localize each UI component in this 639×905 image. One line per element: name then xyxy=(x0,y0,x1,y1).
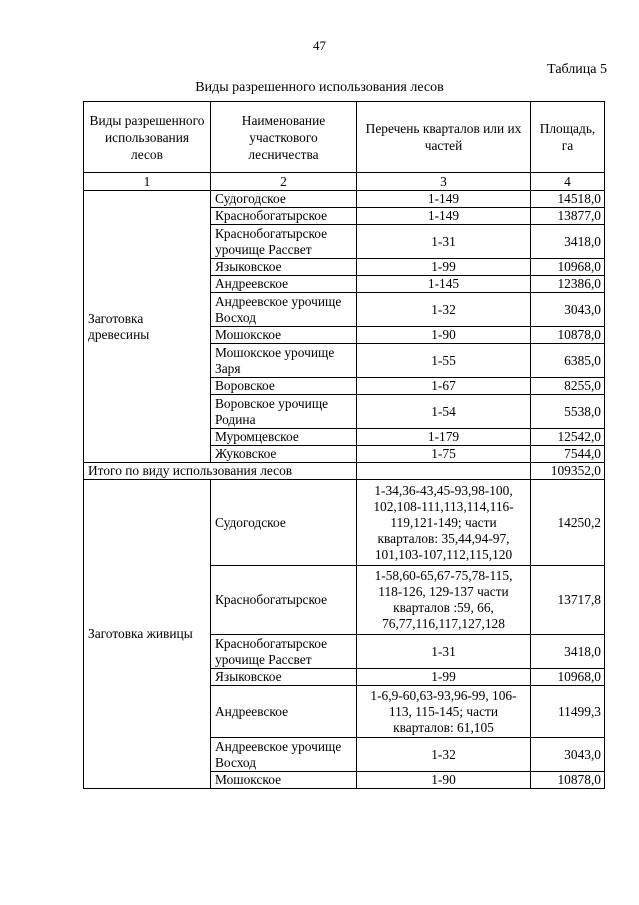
forestry-name: Судогодское xyxy=(211,480,357,566)
area-value: 6385,0 xyxy=(531,344,605,378)
forestry-name: Мошокское xyxy=(211,327,357,344)
column-number: 3 xyxy=(357,173,531,191)
forestry-name: Воровское урочище Родина xyxy=(211,395,357,429)
area-value: 8255,0 xyxy=(531,378,605,395)
forestry-name: Краснобогатырское xyxy=(211,208,357,225)
total-row xyxy=(84,463,605,480)
quarters-list: 1-145 xyxy=(357,276,531,293)
forestry-name: Муромцевское xyxy=(211,429,357,446)
forestry-name: Языковское xyxy=(211,259,357,276)
forestry-name: Воровское xyxy=(211,378,357,395)
area-value: 13717,8 xyxy=(531,566,605,635)
forestry-name: Мошокское урочище Заря xyxy=(211,344,357,378)
header-use-type: Виды разрешенного использования лесов xyxy=(84,102,211,173)
quarters-list: 1-67 xyxy=(357,378,531,395)
quarters-list: 1-58,60-65,67-75,78-115, 118-126, 129-137 части кварталов :59, 66, 76,77,116,117,127,128 xyxy=(357,566,531,635)
header-area: Площадь, га xyxy=(531,102,605,173)
quarters-list: 1-34,36-43,45-93,98-100, 102,108-111,113,114,116-119,121-149; части кварталов: 35,44,94-97, 101,103-107,112,115,120 xyxy=(357,480,531,566)
forestry-name: Андреевское урочище Восход xyxy=(211,738,357,772)
quarters-list: 1-99 xyxy=(357,259,531,276)
area-value: 12386,0 xyxy=(531,276,605,293)
quarters-list: 1-55 xyxy=(357,344,531,378)
page-number: 47 xyxy=(313,38,326,53)
quarters-list: 1-90 xyxy=(357,772,531,789)
quarters-list: 1-179 xyxy=(357,429,531,446)
forestry-name: Жуковское xyxy=(211,446,357,463)
quarters-list: 1-31 xyxy=(357,635,531,669)
area-value: 5538,0 xyxy=(531,395,605,429)
table-title: Виды разрешенного использования лесов xyxy=(195,80,444,95)
forestry-name: Краснобогатырское xyxy=(211,566,357,635)
area-value: 14250,2 xyxy=(531,480,605,566)
forestry-name: Судогодское xyxy=(211,191,357,208)
area-value: 10878,0 xyxy=(531,327,605,344)
area-value: 12542,0 xyxy=(531,429,605,446)
area-value: 3418,0 xyxy=(531,635,605,669)
area-value: 3418,0 xyxy=(531,225,605,259)
use-type-cell: Заготовка живицы xyxy=(84,480,211,789)
forestry-name: Краснобогатырское урочище Рассвет xyxy=(211,635,357,669)
forestry-name: Краснобогатырское урочище Рассвет xyxy=(211,225,357,259)
column-number: 1 xyxy=(84,173,211,191)
forestry-name: Языковское xyxy=(211,669,357,686)
column-number-row xyxy=(84,173,605,191)
table-row xyxy=(84,191,605,208)
area-value: 14518,0 xyxy=(531,191,605,208)
total-empty-cell xyxy=(357,463,531,480)
area-value: 7544,0 xyxy=(531,446,605,463)
area-value: 3043,0 xyxy=(531,738,605,772)
area-value: 11499,3 xyxy=(531,686,605,738)
quarters-list: 1-90 xyxy=(357,327,531,344)
quarters-list: 1-32 xyxy=(357,293,531,327)
area-value: 10878,0 xyxy=(531,772,605,789)
header-forestry-name: Наименование участкового лесничества xyxy=(211,102,357,173)
table-caption: Таблица 5 xyxy=(547,62,607,77)
column-number: 2 xyxy=(211,173,357,191)
header-quarters: Перечень кварталов или их частей xyxy=(357,102,531,173)
forestry-name: Андреевское урочище Восход xyxy=(211,293,357,327)
total-label: Итого по виду использования лесов xyxy=(84,463,357,480)
forestry-name: Андреевское xyxy=(211,276,357,293)
forestry-name: Мошокское xyxy=(211,772,357,789)
table-row xyxy=(84,480,605,566)
total-area: 109352,0 xyxy=(531,463,605,480)
forest-use-table xyxy=(83,101,605,789)
quarters-list: 1-99 xyxy=(357,669,531,686)
quarters-list: 1-31 xyxy=(357,225,531,259)
quarters-list: 1-149 xyxy=(357,208,531,225)
quarters-list: 1-32 xyxy=(357,738,531,772)
quarters-list: 1-6,9-60,63-93,96-99, 106-113, 115-145; части кварталов: 61,105 xyxy=(357,686,531,738)
header-row xyxy=(84,102,605,173)
forestry-name: Андреевское xyxy=(211,686,357,738)
area-value: 13877,0 xyxy=(531,208,605,225)
quarters-list: 1-54 xyxy=(357,395,531,429)
area-value: 10968,0 xyxy=(531,259,605,276)
quarters-list: 1-149 xyxy=(357,191,531,208)
use-type-cell: Заготовка древесины xyxy=(84,191,211,463)
quarters-list: 1-75 xyxy=(357,446,531,463)
area-value: 3043,0 xyxy=(531,293,605,327)
area-value: 10968,0 xyxy=(531,669,605,686)
column-number: 4 xyxy=(531,173,605,191)
